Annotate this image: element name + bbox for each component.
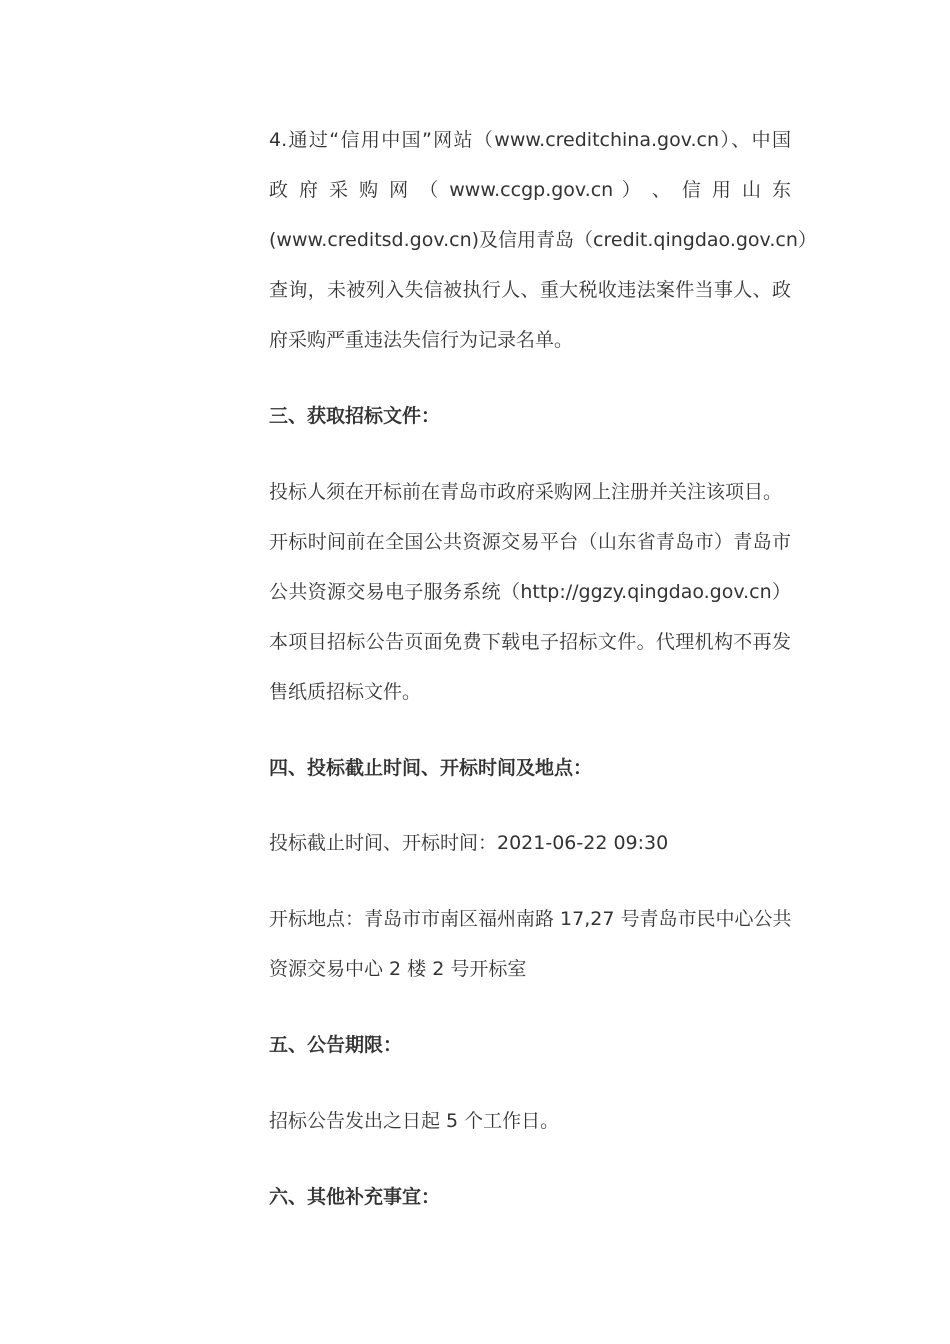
paragraph-line: 4.通过“信用中国”网站（www.creditchina.gov.cn）、中国 bbox=[269, 129, 791, 151]
section-heading-other: 六、其他补充事宜： bbox=[269, 1186, 441, 1208]
paragraph-line: 开标时间前在全国公共资源交易平台（山东省青岛市）青岛市 bbox=[269, 531, 791, 553]
location-line: 资源交易中心 2 楼 2 号开标室 bbox=[269, 958, 527, 980]
section-heading-obtain-docs: 三、获取招标文件： bbox=[269, 405, 441, 427]
section-heading-deadline: 四、投标截止时间、开标时间及地点： bbox=[269, 757, 593, 779]
deadline-text: 投标截止时间、开标时间：2021-06-22 09:30 bbox=[269, 832, 669, 854]
location-line: 开标地点：青岛市市南区福州南路 17,27 号青岛市民中心公共 bbox=[269, 908, 792, 930]
paragraph-line: 公共资源交易电子服务系统（http://ggzy.qingdao.gov.cn） bbox=[269, 581, 791, 603]
paragraph-line: 政 府 采 购 网 （ www.ccgp.gov.cn ） 、 信 用 山 东 bbox=[269, 179, 791, 201]
paragraph-line: 查询，未被列入失信被执行人、重大税收违法案件当事人、政 bbox=[269, 279, 791, 301]
paragraph-line: (www.creditsd.gov.cn)及信用青岛（credit.qingdao.gov.cn） bbox=[269, 229, 817, 251]
paragraph-line: 本项目招标公告页面免费下载电子招标文件。代理机构不再发 bbox=[269, 631, 791, 653]
section-heading-period: 五、公告期限： bbox=[269, 1034, 403, 1056]
paragraph-line: 府采购严重违法失信行为记录名单。 bbox=[269, 329, 574, 351]
paragraph-line: 售纸质招标文件。 bbox=[269, 681, 422, 703]
paragraph-line: 投标人须在开标前在青岛市政府采购网上注册并关注该项目。 bbox=[269, 481, 783, 503]
period-text: 招标公告发出之日起 5 个工作日。 bbox=[269, 1110, 560, 1132]
